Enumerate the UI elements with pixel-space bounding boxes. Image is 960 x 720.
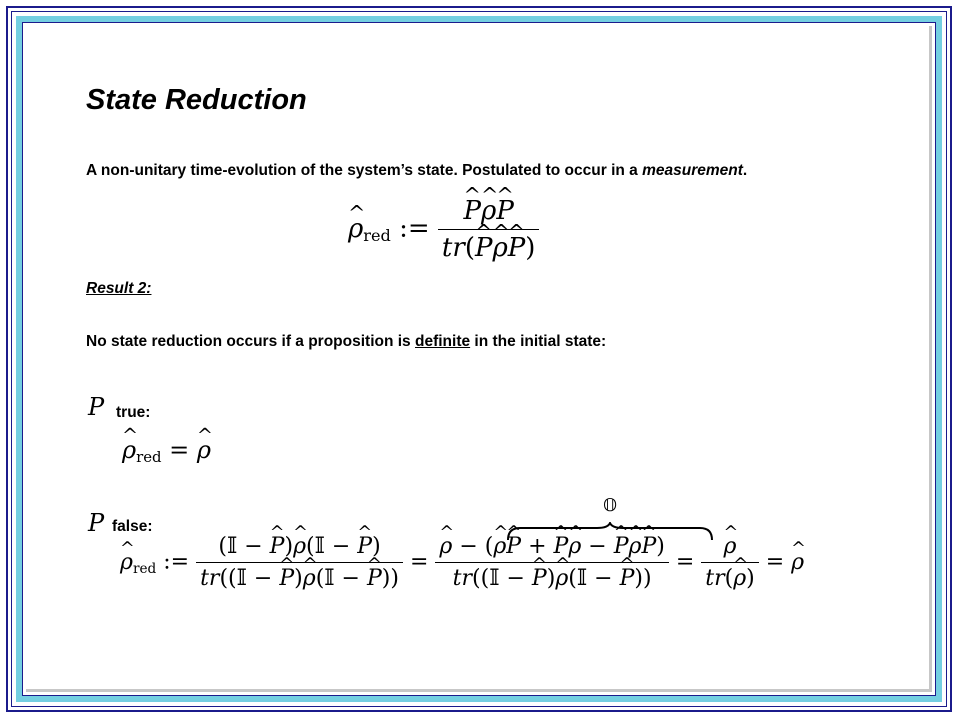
intro-text	[86, 162, 747, 180]
case-false-label: false:	[112, 518, 153, 535]
true-case-formula: ^ ρred = ^ ρ	[122, 436, 211, 464]
proposition-symbol-false: P	[88, 509, 105, 537]
slide-frame-inner	[22, 22, 936, 696]
zero-operator-label: 𝕆	[603, 495, 618, 516]
intro-text-emphasis: measurement	[642, 162, 743, 179]
result-label: Result 2:	[86, 280, 152, 297]
proposition-symbol-true: P	[88, 393, 105, 421]
statement-main: No state reduction occurs if a proposition is	[86, 333, 415, 350]
case-true-label: true:	[116, 404, 151, 421]
statement-underlined-word: definite	[415, 333, 471, 350]
intro-text-end: .	[742, 162, 748, 179]
false-case-formula: ^ ρred := $\frac{\text{(𝕀 − \textasciicircum{} P)\textasciicircum{} ρ(𝕀 − \textasciicircum{} P)}}{\text{tr((𝕀 − \textasciicircum{} P)\textasciicircum{} ρ(𝕀 − \textasciicircum{} P))}}$ = ^ $\frac{\rho - (\^{} \rho\^{} P + \^{} P\^{} \rho - \^{} P\^{} \rho\^{} P)}{\text{tr((𝕀 − \textasciicircum{} P)\textasciicircum{} ρ(𝕀 − \textasciicircum{} P))}}$ = ^ $\frac{\rho}{tr(\^{} \rho)}$ = ^ ρ	[120, 534, 804, 591]
statement-end: in the initial state:	[470, 333, 607, 350]
result-statement	[86, 333, 606, 351]
slide-title: State Reduction	[86, 84, 307, 116]
state-reduction-formula: ^ ρred := ^ $\frac{P\^{} \rho\^{} P}{tr(\^{} P\^{} \rho\^{} P)}$	[348, 196, 539, 263]
intro-text-main: A non-unitary time-evolution of the system’s state. Postulated to occur in a	[86, 162, 643, 179]
